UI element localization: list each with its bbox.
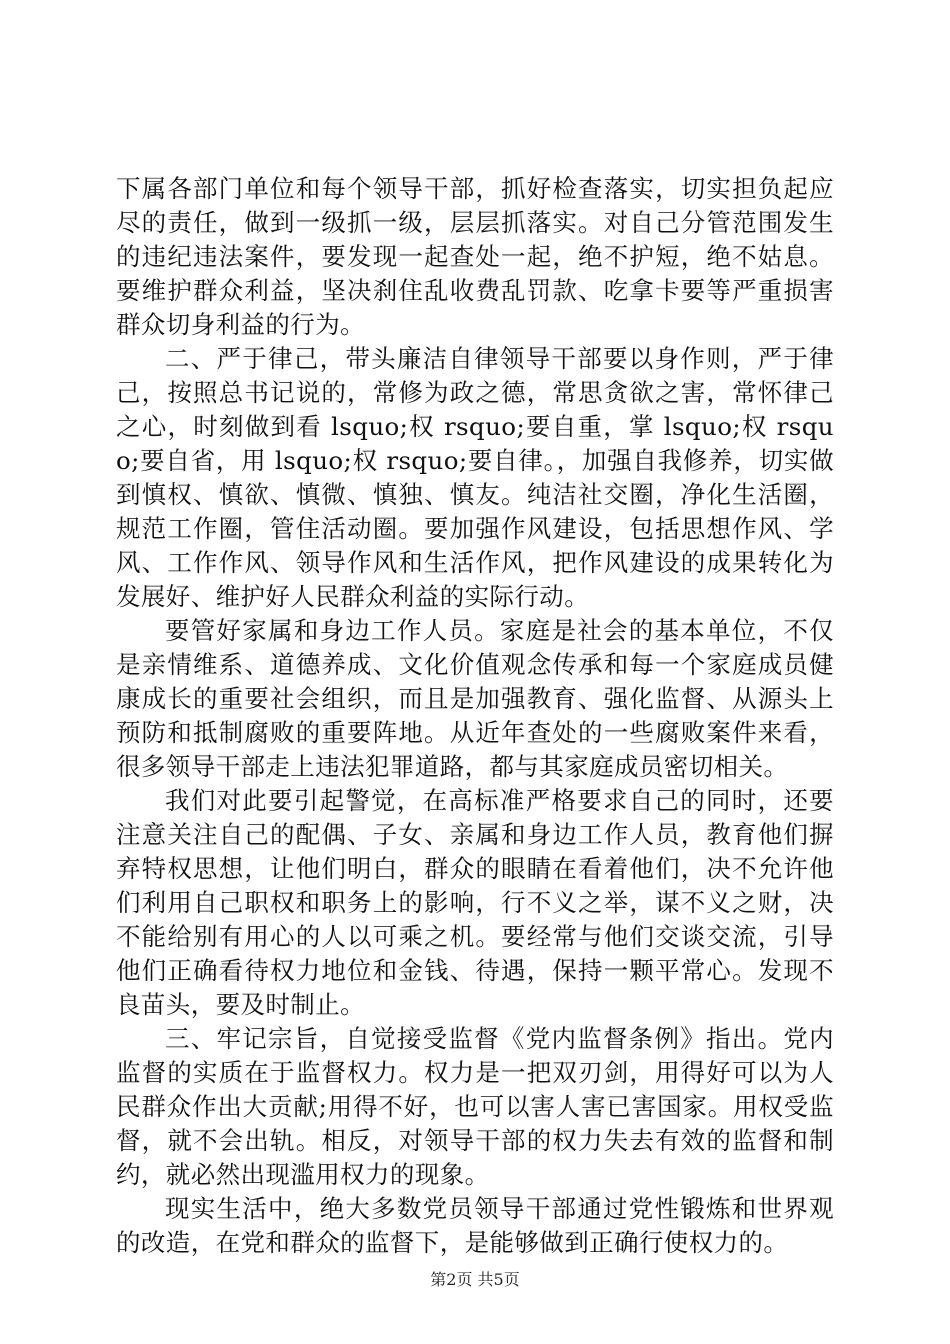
paragraph: 下属各部门单位和每个领导干部，抓好检查落实，切实担负起应尽的责任，做到一级抓一级，层层抓落实。对自己分管范围发生的违纪违法案件，要发现一起查处一起，绝不护短，绝不姑息。要维护群众利益，坚决刹住乱收费乱罚款、吃拿卡要等严重损害群众切身利益的行为。 <box>116 174 834 339</box>
document-body <box>116 172 834 1260</box>
paragraph: 三、牢记宗旨，自觉接受监督《党内监督条例》指出。党内监督的实质在于监督权力。权力是一把双刃剑，用得好可以为人民群众作出大贡献;用得不好，也可以害人害已害国家。用权受监督，就不会出轨。相反，对领导干部的权力失去有效的监督和制约，就必然出现滥用权力的现象。 <box>116 1024 834 1189</box>
paragraph: 二、严于律己，带头廉洁自律领导干部要以身作则，严于律己，按照总书记说的，常修为政之德，常思贪欲之害，常怀律己之心，时刻做到看 lsquo;权 rsquo;要自重，掌 lsquo;权 rsquo;要自省，用 lsquo;权 rsquo;要自律。，加强自我修养，切实做到慎权、慎欲、慎微、慎独、慎友。纯洁社交圈，净化生活圈，规范工作圈，管住活动圈。要加强作风建设，包括思想作风、学风、工作作风、领导作风和生活作风，把作风建设的成果转化为发展好、维护好人民群众利益的实际行动。 <box>116 344 834 611</box>
paragraph: 我们对此要引起警觉，在高标准严格要求自己的同时，还要注意关注自己的配偶、子女、亲属和身边工作人员，教育他们摒弃特权思想，让他们明白，群众的眼睛在看着他们，决不允许他们利用自己职权和职务上的影响，行不义之举，谋不义之财，决不能给别有用心的人以可乘之机。要经常与他们交谈交流，引导他们正确看待权力地位和金钱、待遇，保持一颗平常心。发现不良苗头，要及时制止。 <box>116 786 834 1019</box>
page-number-footer: 第2页 共5页 <box>430 1270 520 1289</box>
paragraph: 要管好家属和身边工作人员。家庭是社会的基本单位，不仅是亲情维系、道德养成、文化价值观念传承和每一个家庭成员健康成长的重要社会组织，而且是加强教育、强化监督、从源头上预防和抵制腐败的重要阵地。从近年查处的一些腐败案件来看，很多领导干部走上违法犯罪道路，都与其家庭成员密切相关。 <box>116 616 834 781</box>
paragraph: 现实生活中，绝大多数党员领导干部通过党性锻炼和世界观的改造，在党和群众的监督下，是能够做到正确行使权力的。 <box>116 1194 834 1257</box>
